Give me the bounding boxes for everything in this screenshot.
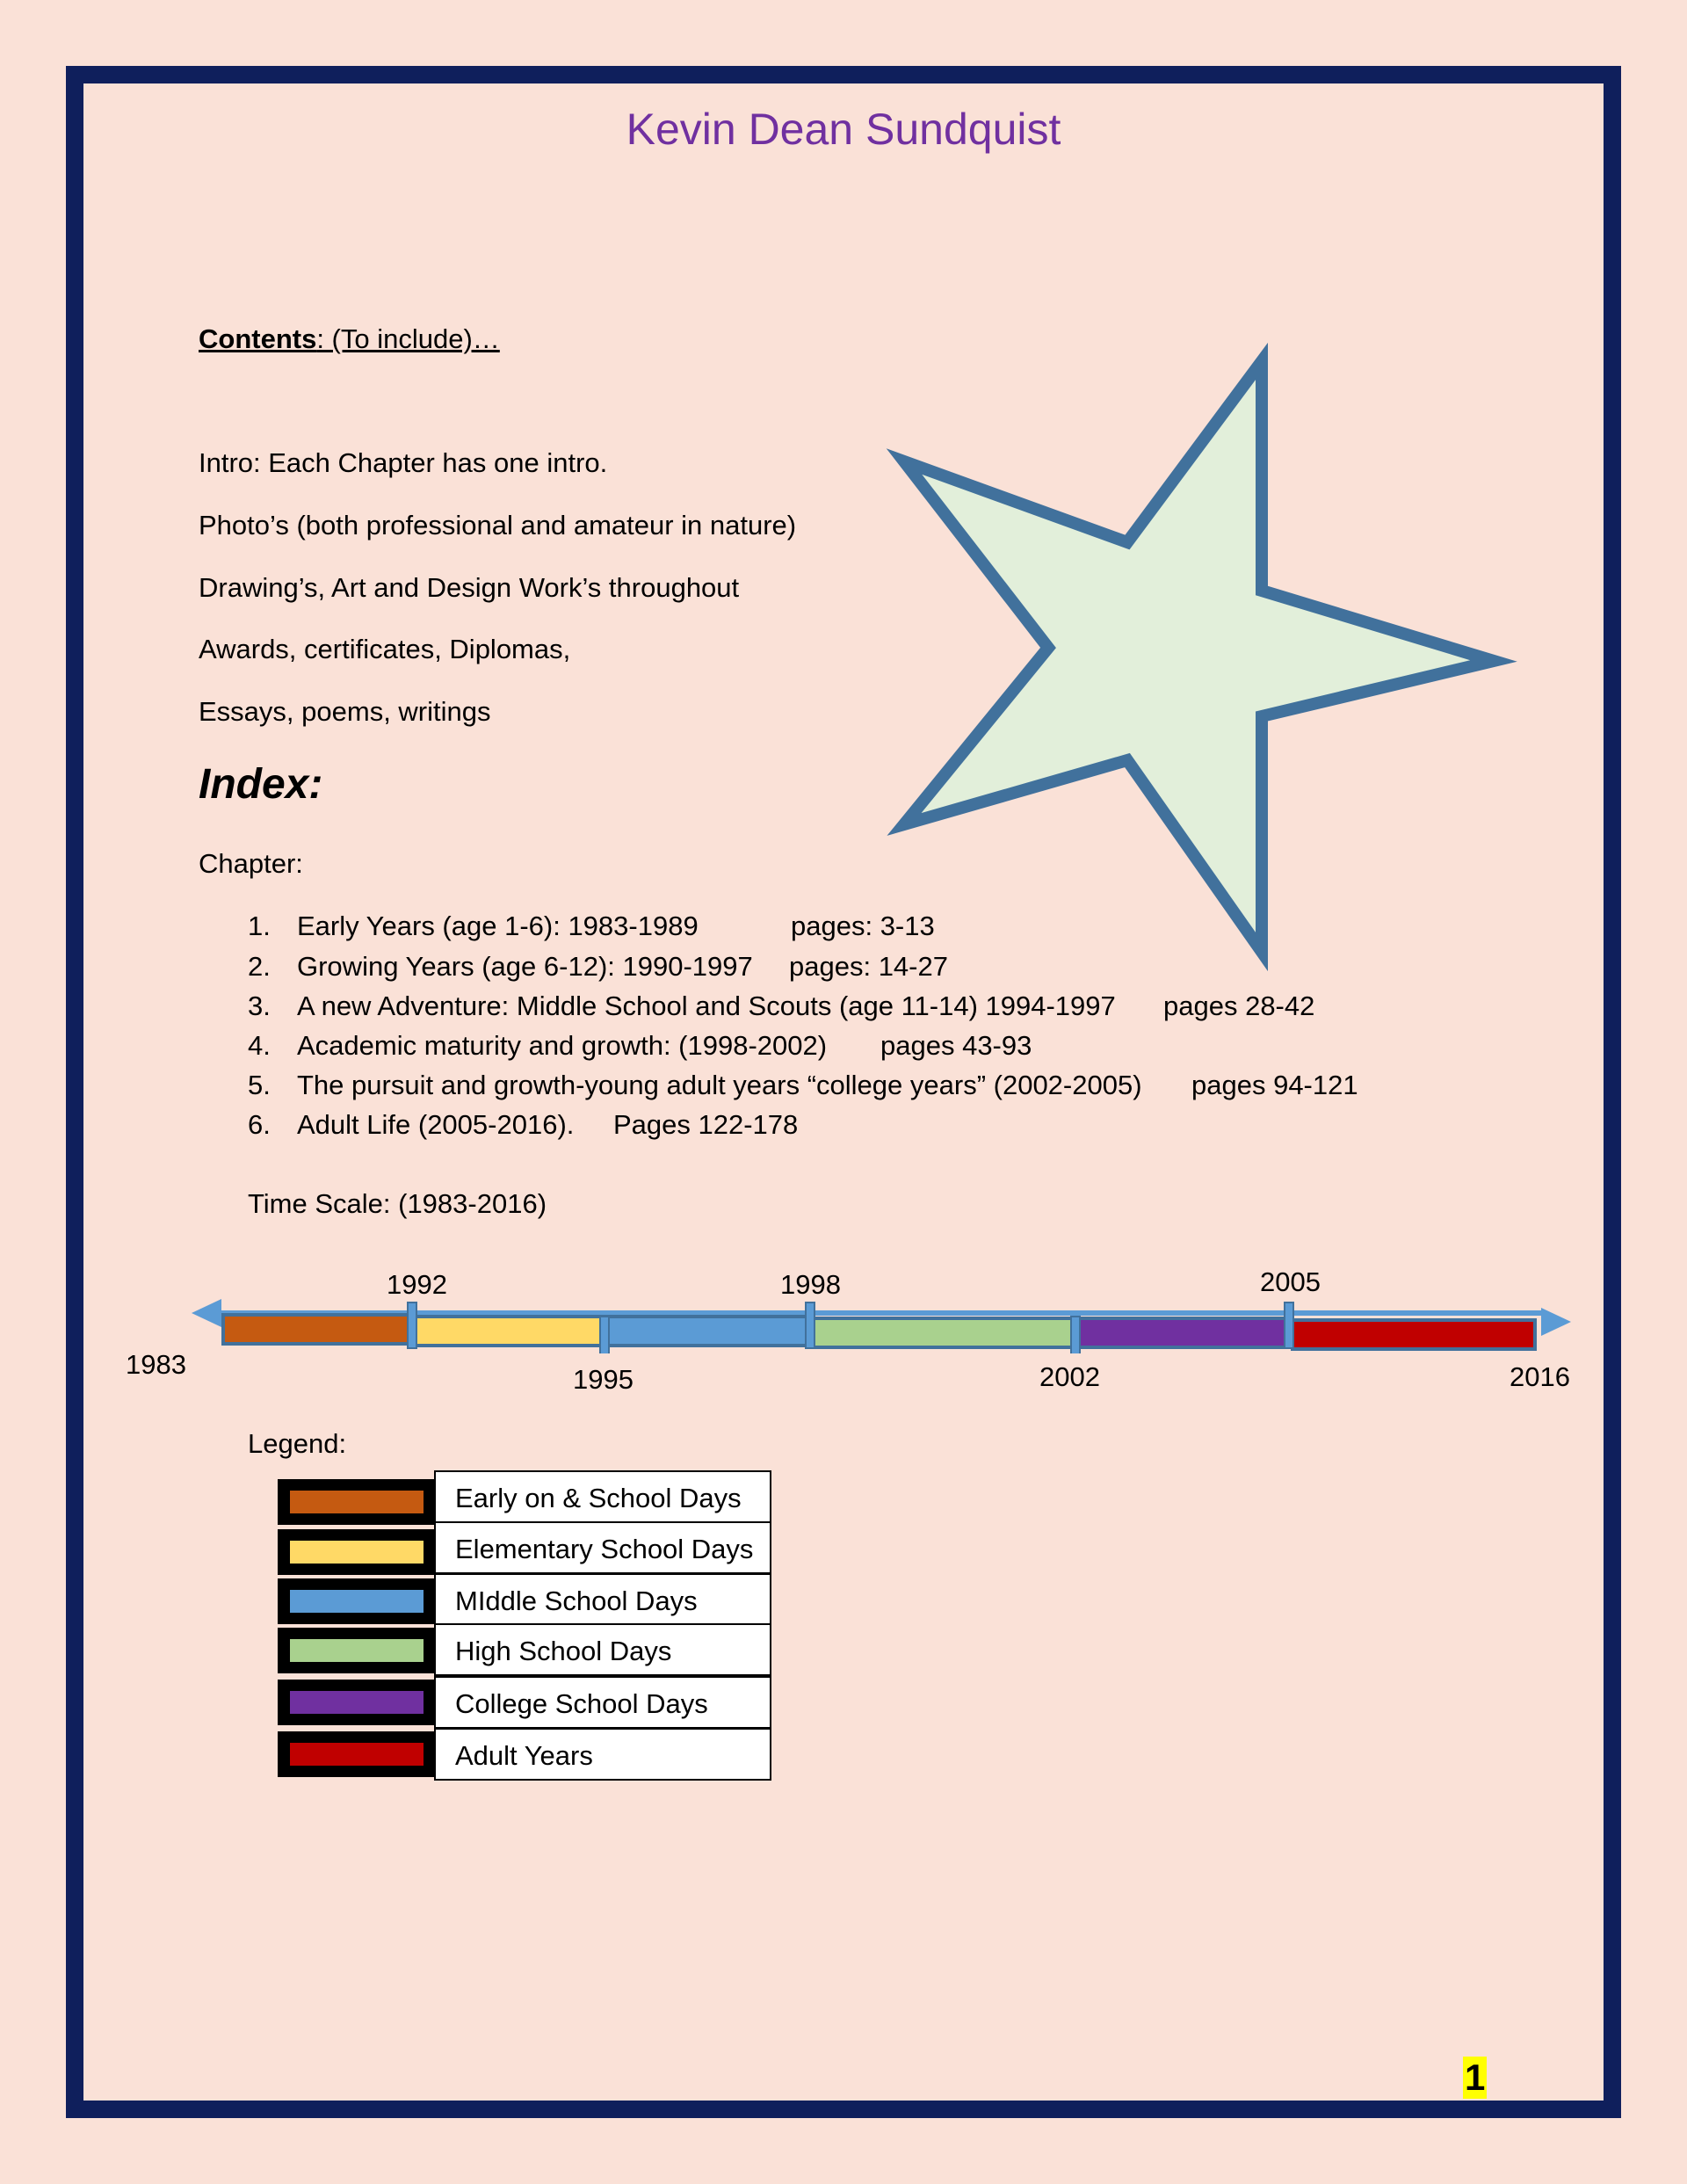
chapter-title: Adult Life (2005-2016). (297, 1109, 575, 1140)
timeline-segment-early (223, 1315, 411, 1344)
legend-swatch (278, 1529, 436, 1575)
chapter-pages: pages 43-93 (880, 1030, 1032, 1061)
legend-item-label: Early on & School Days (434, 1470, 771, 1523)
legend-swatch (278, 1731, 436, 1777)
timeline-segment-adult (1292, 1320, 1535, 1349)
chapter-title: Academic maturity and growth: (1998-2002) (297, 1030, 828, 1061)
contents-item: Photo’s (both professional and amateur in nature) (199, 510, 797, 541)
chapter-label: Chapter: (199, 848, 303, 879)
chapter-pages: pages 94-121 (1191, 1070, 1358, 1100)
timeline-segment-college (1078, 1318, 1288, 1347)
year-label: 1992 (387, 1269, 447, 1300)
year-label: 2005 (1260, 1266, 1321, 1297)
legend-swatch (278, 1578, 436, 1624)
page-title: Kevin Dean Sundquist (626, 105, 1061, 154)
chapter-number: 2. (248, 951, 271, 982)
timescale-label: Time Scale: (1983-2016) (248, 1188, 547, 1219)
chapter-item (248, 990, 1315, 1022)
timeline-tick-1998 (806, 1302, 815, 1348)
timeline (0, 1283, 1687, 1353)
legend-item-label: MIddle School Days (434, 1573, 771, 1626)
chapter-title: A new Adventure: Middle School and Scouts (age 11-14) 1994-1997 (297, 990, 1116, 1021)
contents-item: Essays, poems, writings (199, 696, 491, 727)
legend-swatch (278, 1479, 436, 1525)
chapter-item (248, 1030, 1032, 1062)
contents-item: Intro: Each Chapter has one intro. (199, 447, 608, 478)
year-label: 1995 (573, 1364, 634, 1395)
contents-item: Drawing’s, Art and Design Work’s throughout (199, 572, 740, 603)
chapter-item (248, 951, 948, 983)
legend-item-label: Elementary School Days (434, 1521, 771, 1574)
chapter-pages: pages: 14-27 (789, 951, 948, 982)
index-heading: Index: (199, 761, 323, 808)
chapter-number: 1. (248, 911, 271, 941)
chapter-number: 6. (248, 1109, 271, 1140)
timeline-tick-2002 (1071, 1317, 1080, 1353)
legend-item-label: College School Days (434, 1676, 771, 1729)
contents-item: Awards, certificates, Diplomas, (199, 634, 571, 664)
chapter-title: The pursuit and growth-young adult years “college years” (2002-2005) (297, 1070, 1142, 1100)
chapter-item (248, 911, 935, 942)
legend-item-label: Adult Years (434, 1728, 771, 1781)
contents-heading-bold: Contents (199, 323, 317, 354)
timeline-tick-1995 (600, 1317, 609, 1353)
chapter-pages: pages 28-42 (1163, 990, 1315, 1021)
timeline-segment-elementary (414, 1317, 605, 1346)
legend-swatch (278, 1628, 436, 1673)
year-label: 1983 (126, 1349, 186, 1380)
timeline-segment-high (813, 1318, 1074, 1347)
timeline-tick-1992 (408, 1302, 416, 1348)
chapter-pages: Pages 122-178 (613, 1109, 799, 1140)
chapter-item (248, 1070, 1358, 1101)
timeline-segment-middle (607, 1317, 809, 1346)
star-icon (0, 0, 1687, 1055)
page-number: 1 (1465, 2057, 1486, 2098)
chapter-title: Growing Years (age 6-12): 1990-1997 (297, 951, 753, 982)
legend-label: Legend: (248, 1428, 347, 1459)
chapter-title: Early Years (age 1-6): 1983-1989 (297, 911, 699, 941)
year-label: 2016 (1510, 1361, 1570, 1392)
legend-swatch (278, 1680, 436, 1725)
legend-item-label: High School Days (434, 1623, 771, 1676)
timeline-tick-2005 (1285, 1302, 1293, 1348)
contents-heading-rest: : (To include)… (316, 323, 500, 354)
chapter-pages: pages: 3-13 (791, 911, 935, 941)
timeline-arrow-left (192, 1299, 221, 1327)
year-label: 1998 (780, 1269, 841, 1300)
year-label: 2002 (1039, 1361, 1100, 1392)
chapter-number: 3. (248, 990, 271, 1021)
timeline-arrow-right (1541, 1308, 1571, 1336)
chapter-number: 5. (248, 1070, 271, 1100)
chapter-item (248, 1109, 799, 1141)
chapter-number: 4. (248, 1030, 271, 1061)
